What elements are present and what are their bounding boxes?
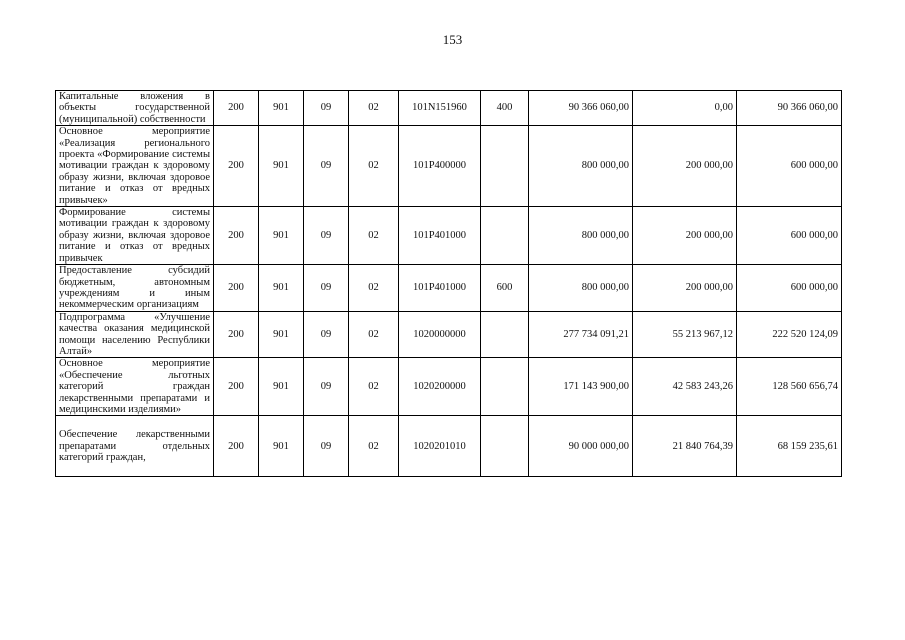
table-row <box>56 416 842 477</box>
table-row <box>56 126 842 207</box>
cell-col2: 901 <box>259 207 304 265</box>
cell-col4: 02 <box>349 311 399 358</box>
cell-col4: 02 <box>349 416 399 477</box>
cell-sum1: 90 000 000,00 <box>529 416 633 477</box>
cell-col2: 901 <box>259 416 304 477</box>
row-name: Основное мероприятие «Обеспечение льготных категорий граждан лекарственными препаратами и медицинскими изделиями» <box>56 358 214 416</box>
cell-col4: 02 <box>349 265 399 312</box>
cell-col4: 02 <box>349 207 399 265</box>
cell-col2: 901 <box>259 265 304 312</box>
cell-sum2: 0,00 <box>633 91 737 126</box>
cell-col2: 901 <box>259 311 304 358</box>
row-name: Предоставление субсидий бюджетным, автономным учреждениям и иным некоммерческим организациям <box>56 265 214 312</box>
cell-code: 101P401000 <box>399 207 481 265</box>
cell-col3: 09 <box>304 265 349 312</box>
budget-table <box>55 90 842 477</box>
cell-sum1: 90 366 060,00 <box>529 91 633 126</box>
cell-col1: 200 <box>214 265 259 312</box>
cell-sum3: 600 000,00 <box>737 207 842 265</box>
cell-col1: 200 <box>214 358 259 416</box>
cell-col1: 200 <box>214 126 259 207</box>
cell-type <box>481 358 529 416</box>
table-row <box>56 358 842 416</box>
cell-sum3: 128 560 656,74 <box>737 358 842 416</box>
cell-sum2: 21 840 764,39 <box>633 416 737 477</box>
cell-col1: 200 <box>214 311 259 358</box>
page-number: 153 <box>442 32 463 47</box>
cell-type: 400 <box>481 91 529 126</box>
row-name: Подпрограмма «Улучшение качества оказания медицинской помощи населению Республики Алтай» <box>56 311 214 358</box>
cell-col2: 901 <box>259 126 304 207</box>
cell-col3: 09 <box>304 358 349 416</box>
cell-sum2: 200 000,00 <box>633 265 737 312</box>
cell-type <box>481 311 529 358</box>
cell-type <box>481 207 529 265</box>
cell-sum3: 600 000,00 <box>737 265 842 312</box>
cell-col2: 901 <box>259 91 304 126</box>
table-row <box>56 207 842 265</box>
cell-code: 1020200000 <box>399 358 481 416</box>
cell-col3: 09 <box>304 207 349 265</box>
table-row <box>56 311 842 358</box>
cell-sum3: 90 366 060,00 <box>737 91 842 126</box>
row-name: Капитальные вложения в объекты государственной (муниципальной) собственности <box>56 91 214 126</box>
table-row <box>56 91 842 126</box>
cell-sum1: 800 000,00 <box>529 265 633 312</box>
cell-col4: 02 <box>349 126 399 207</box>
cell-code: 101N151960 <box>399 91 481 126</box>
cell-sum1: 800 000,00 <box>529 207 633 265</box>
cell-code: 101P400000 <box>399 126 481 207</box>
row-name: Формирование системы мотивации граждан к здоровому образу жизни, включая здоровое питание и отказ от вредных привычек <box>56 207 214 265</box>
cell-col4: 02 <box>349 358 399 416</box>
cell-sum3: 222 520 124,09 <box>737 311 842 358</box>
cell-sum2: 200 000,00 <box>633 207 737 265</box>
cell-type: 600 <box>481 265 529 312</box>
cell-type <box>481 126 529 207</box>
cell-col3: 09 <box>304 311 349 358</box>
cell-col3: 09 <box>304 91 349 126</box>
cell-sum1: 277 734 091,21 <box>529 311 633 358</box>
row-name: Основное мероприятие «Реализация регионального проекта «Формирование системы мотивации граждан к здоровому образу жизни, включая здоровое питание и отказ от вредных привычек» <box>56 126 214 207</box>
cell-col3: 09 <box>304 126 349 207</box>
cell-code: 101P401000 <box>399 265 481 312</box>
cell-sum2: 55 213 967,12 <box>633 311 737 358</box>
cell-col1: 200 <box>214 416 259 477</box>
row-name-text: Обеспечение лекарственными препаратами отдельных категорий граждан, <box>59 429 210 464</box>
cell-col1: 200 <box>214 91 259 126</box>
cell-sum3: 600 000,00 <box>737 126 842 207</box>
cell-sum1: 171 143 900,00 <box>529 358 633 416</box>
cell-sum2: 42 583 243,26 <box>633 358 737 416</box>
cell-col2: 901 <box>259 358 304 416</box>
cell-code: 1020201010 <box>399 416 481 477</box>
table-row <box>56 265 842 312</box>
cell-type <box>481 416 529 477</box>
cell-col3: 09 <box>304 416 349 477</box>
cell-code: 1020000000 <box>399 311 481 358</box>
cell-sum1: 800 000,00 <box>529 126 633 207</box>
cell-sum3: 68 159 235,61 <box>737 416 842 477</box>
cell-col1: 200 <box>214 207 259 265</box>
cell-sum2: 200 000,00 <box>633 126 737 207</box>
cell-col4: 02 <box>349 91 399 126</box>
row-name <box>56 416 214 477</box>
